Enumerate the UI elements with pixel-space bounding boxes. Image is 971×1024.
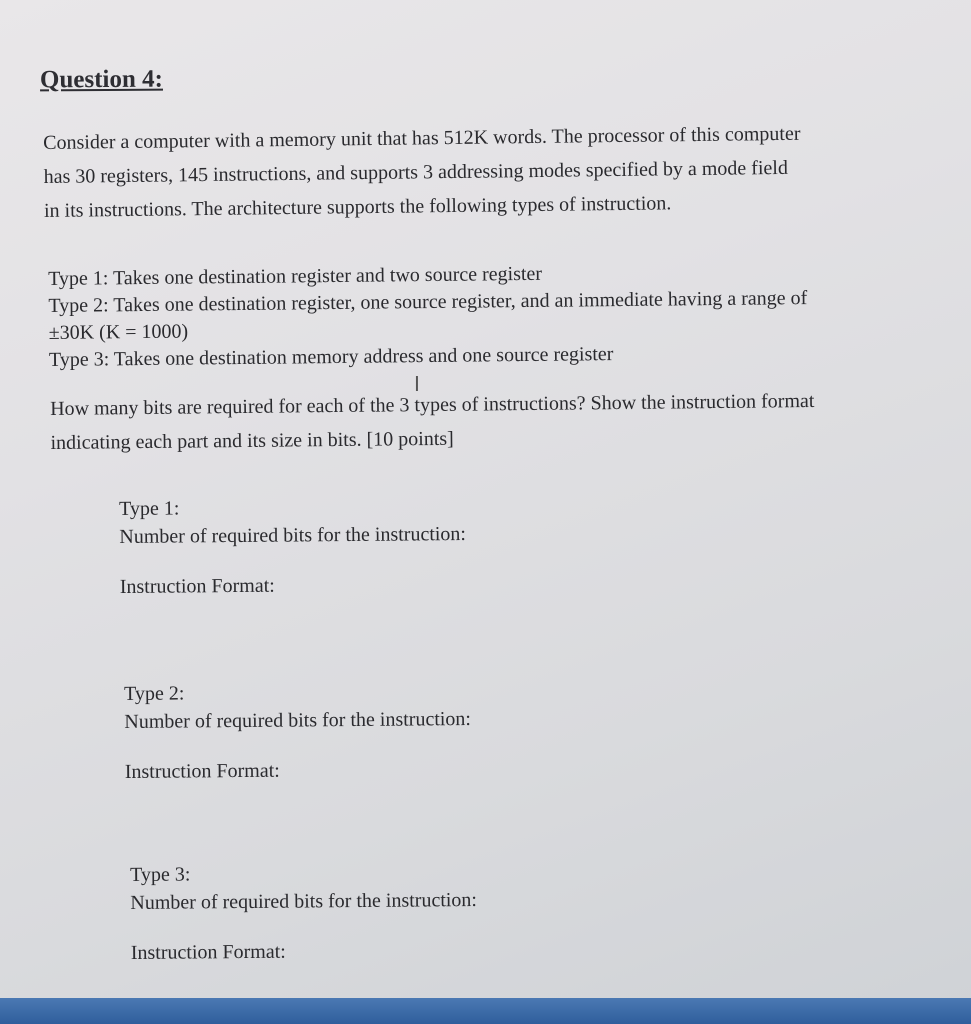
answer-type-label: Type 2: [124, 682, 185, 705]
required-bits-label: Number of required bits for the instruction: [130, 888, 478, 914]
text-cursor-icon: I [414, 372, 420, 396]
answer-block-type-2 [124, 677, 472, 786]
question-prompt [50, 383, 921, 460]
instruction-format-label: Instruction Format: [124, 759, 280, 783]
type-3-description: Type 3: Takes one destination memory address and one source register [48, 343, 614, 371]
question-intro [43, 115, 924, 228]
required-bits-label: Number of required bits for the instruction: [124, 707, 472, 733]
prompt-line: How many bits are required for each of the 3 types of instructions? Show the instruction format [50, 389, 815, 420]
taskbar-strip [0, 998, 971, 1024]
prompt-line: indicating each part and its size in bits. [10 points] [50, 427, 454, 454]
intro-line: has 30 registers, 145 instructions, and supports 3 addressing modes specified by a mode field [43, 156, 789, 188]
answer-block-type-1 [119, 492, 467, 601]
instruction-format-label: Instruction Format: [130, 940, 286, 964]
question-title: Question 4: [39, 65, 164, 94]
intro-line: Consider a computer with a memory unit that has 512K words. The processor of this computer [43, 122, 801, 154]
type-1-description: Type 1: Takes one destination register and two source register [48, 262, 543, 290]
required-bits-label: Number of required bits for the instruction: [119, 522, 467, 548]
answer-block-type-3 [130, 858, 478, 967]
type-2-range: ±30K (K = 1000) [48, 320, 189, 344]
answer-type-label: Type 3: [130, 863, 191, 886]
type-2-description: Type 2: Takes one destination register, one source register, and an immediate having a range of [48, 287, 808, 317]
instruction-format-label: Instruction Format: [119, 574, 275, 598]
answer-type-label: Type 1: [119, 497, 180, 520]
intro-line: in its instructions. The architecture supports the following types of instruction. [43, 192, 672, 222]
instruction-types-list [48, 257, 929, 374]
